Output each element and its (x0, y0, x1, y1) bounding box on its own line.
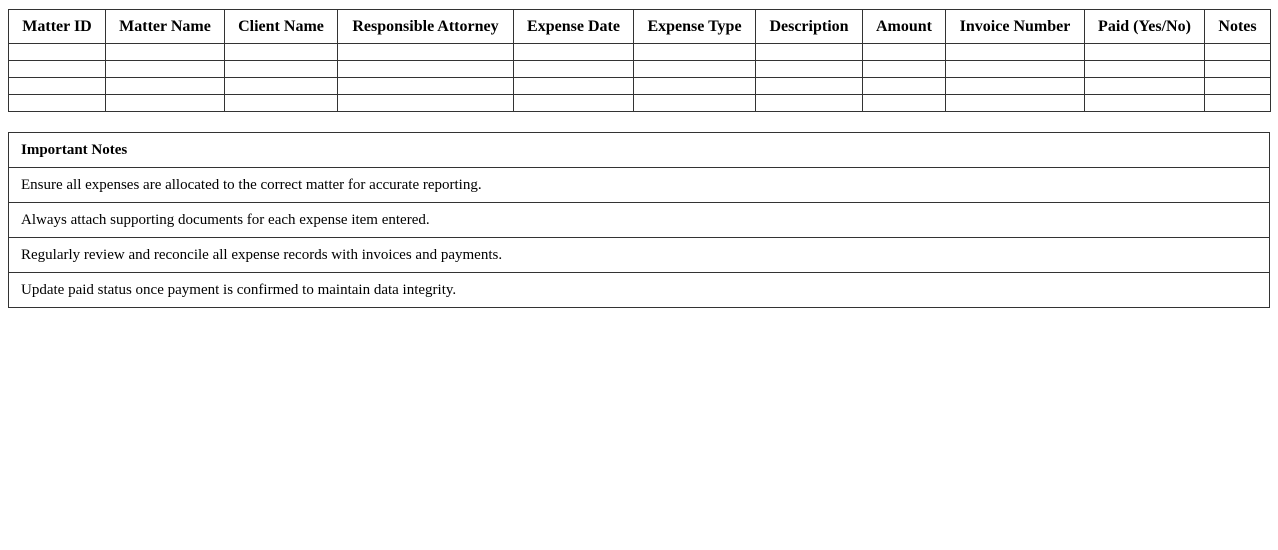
column-header-notes: Notes (1205, 10, 1271, 44)
table-cell[interactable] (863, 95, 946, 112)
table-cell[interactable] (514, 78, 634, 95)
note-item: Ensure all expenses are allocated to the correct matter for accurate reporting. (9, 168, 1270, 203)
note-item: Update paid status once payment is confirmed to maintain data integrity. (9, 273, 1270, 308)
table-cell[interactable] (863, 61, 946, 78)
table-cell[interactable] (946, 61, 1085, 78)
column-header-matter-id: Matter ID (9, 10, 106, 44)
table-cell[interactable] (1085, 61, 1205, 78)
table-cell[interactable] (756, 78, 863, 95)
column-header-matter-name: Matter Name (106, 10, 225, 44)
column-header-responsible-attorney: Responsible Attorney (338, 10, 514, 44)
column-header-paid: Paid (Yes/No) (1085, 10, 1205, 44)
notes-title: Important Notes (9, 133, 1270, 168)
table-cell[interactable] (946, 44, 1085, 61)
table-cell[interactable] (9, 61, 106, 78)
table-cell[interactable] (338, 78, 514, 95)
table-cell[interactable] (1085, 78, 1205, 95)
table-cell[interactable] (338, 44, 514, 61)
table-cell[interactable] (863, 78, 946, 95)
table-cell[interactable] (514, 95, 634, 112)
table-cell[interactable] (514, 44, 634, 61)
expense-table (8, 9, 1271, 112)
table-cell[interactable] (514, 61, 634, 78)
table-row (9, 44, 1271, 61)
table-cell[interactable] (225, 61, 338, 78)
table-row (9, 78, 1271, 95)
table-cell[interactable] (634, 95, 756, 112)
table-cell[interactable] (9, 44, 106, 61)
table-row (9, 61, 1271, 78)
table-row (9, 95, 1271, 112)
table-cell[interactable] (634, 44, 756, 61)
table-cell[interactable] (1205, 44, 1271, 61)
table-cell[interactable] (756, 61, 863, 78)
table-cell[interactable] (863, 44, 946, 61)
note-item: Regularly review and reconcile all expense records with invoices and payments. (9, 238, 1270, 273)
table-cell[interactable] (106, 78, 225, 95)
table-cell[interactable] (1205, 95, 1271, 112)
table-cell[interactable] (756, 95, 863, 112)
table-cell[interactable] (1085, 44, 1205, 61)
table-cell[interactable] (106, 95, 225, 112)
table-cell[interactable] (225, 44, 338, 61)
column-header-description: Description (756, 10, 863, 44)
note-item: Always attach supporting documents for each expense item entered. (9, 203, 1270, 238)
column-header-expense-date: Expense Date (514, 10, 634, 44)
table-cell[interactable] (946, 95, 1085, 112)
column-header-client-name: Client Name (225, 10, 338, 44)
table-header-row (9, 10, 1271, 44)
table-cell[interactable] (756, 44, 863, 61)
table-cell[interactable] (225, 78, 338, 95)
table-cell[interactable] (946, 78, 1085, 95)
table-cell[interactable] (1205, 61, 1271, 78)
column-header-amount: Amount (863, 10, 946, 44)
table-cell[interactable] (338, 61, 514, 78)
table-cell[interactable] (225, 95, 338, 112)
table-cell[interactable] (338, 95, 514, 112)
table-cell[interactable] (9, 78, 106, 95)
table-cell[interactable] (106, 44, 225, 61)
table-cell[interactable] (1085, 95, 1205, 112)
table-cell[interactable] (634, 61, 756, 78)
table-cell[interactable] (9, 95, 106, 112)
table-cell[interactable] (1205, 78, 1271, 95)
table-cell[interactable] (106, 61, 225, 78)
important-notes-table (8, 132, 1270, 308)
column-header-invoice-number: Invoice Number (946, 10, 1085, 44)
column-header-expense-type: Expense Type (634, 10, 756, 44)
table-cell[interactable] (634, 78, 756, 95)
